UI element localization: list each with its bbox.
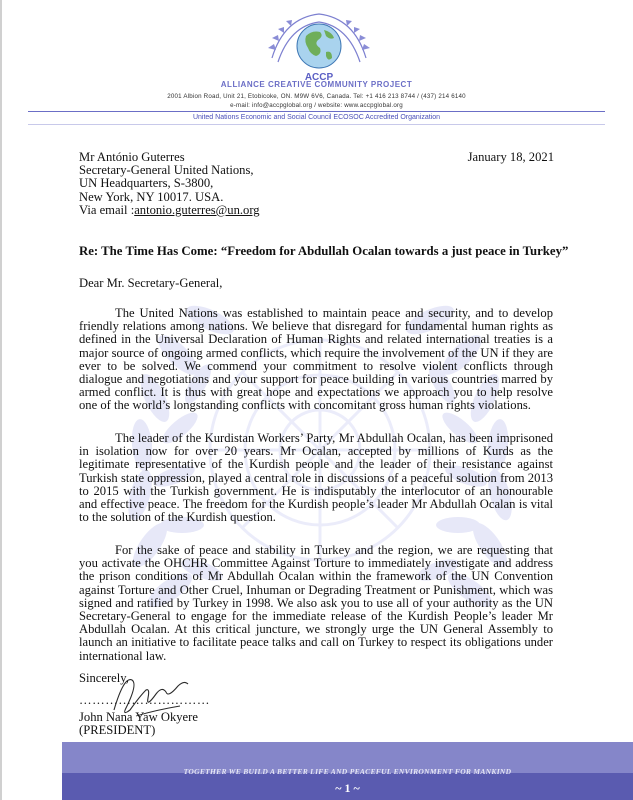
recipient-name: Mr António Guterres: [79, 150, 185, 164]
recipient-email-link[interactable]: antonio.guterres@un.org: [134, 202, 260, 217]
paragraph-text: The leader of the Kurdistan Workers’ Party, Mr Abdullah Ocalan, has been imprisoned in isolation now for over 20 years. Mr Ocalan, accepted by millions of Kurds as the legitimate representative of the Kurdish people and the leader of their resistance against Turkish state oppression, played a central role in discussions of a peaceful solution from 2013 to 2015 with the Turkish government. He is indisputably the interlocutor of an honourable and effective peace. The freedom for the Kurdish people’s leader Mr Abdullah Ocalan is vital to the solution of the Kurdish question.: [79, 431, 553, 525]
email-prefix: Via email :: [79, 202, 135, 217]
signer-title: (PRESIDENT): [79, 723, 156, 737]
recipient-title: Secretary-General United Nations,: [79, 163, 254, 178]
org-abbrev: ACCP: [304, 72, 334, 83]
accreditation-line: United Nations Economic and Social Council ECOSOC Accredited Organization: [192, 114, 441, 121]
accp-globe-logo-icon: [264, 8, 374, 84]
header-divider-secondary: [28, 124, 605, 125]
paragraph-text: The United Nations was established to maintain peace and security, and to develop friendly relations among nations. We believe that disregard for fundamental human rights as defined in the Universal Declaration of Human Rights and related international treaties is a major source of ongoing armed conflicts, which require the involvement of the UN if they are ever to be solved. We commend your commitment to resolve violent conflicts through dialogue and negotiations and your support for peace building in various countries marred by armed conflict. It is thus with great hope and expectations we approach you to help resolve one of the world’s longstanding conflicts with concomitant gross human rights violations.: [79, 306, 553, 413]
org-name: ALLIANCE CREATIVE COMMUNITY PROJECT: [220, 80, 413, 89]
letter-date: January 18, 2021: [467, 150, 554, 164]
signature-line: …………………………: [79, 693, 210, 707]
org-address: 2001 Albion Road, Unit 21, Etobicoke, ON. M9W 6V6, Canada. Tel: +1 416 213 8744 / (437) 214 6140: [167, 93, 466, 100]
recipient-block: [79, 151, 260, 217]
page-number: ~ 1 ~: [335, 781, 360, 795]
letter-salutation: Dear Mr. Secretary-General,: [79, 276, 223, 290]
recipient-address-line-2: New York, NY 10017. USA.: [79, 189, 224, 204]
recipient-address-line-1: UN Headquarters, S-3800,: [79, 176, 214, 191]
signer-name: John Nana Yaw Okyere: [79, 710, 198, 724]
body-paragraph-1: [79, 307, 553, 413]
letter-closing: Sincerely,: [79, 671, 129, 685]
body-paragraph-2: [79, 432, 553, 524]
header-divider: [28, 111, 605, 112]
paragraph-text: For the sake of peace and stability in Turkey and the region, we are requesting that you activate the OHCHR Committee Against Torture to immediately investigate and address the prison conditions of Mr Abdullah Ocalan within the framework of the UN Convention against Torture and Other Cruel, Inhuman or Degrading Treatment or Punishment, which was signed and ratified by Turkey in 1998. We also ask you to use all of your authority as the UN Secretary-General to engage for the immediate release of the Kurdish People’s leader Mr Abdullah Ocalan. At this critical juncture, we strongly urge the UN General Assembly to launch an initiative to facilitate peace talks and call on Turkey to respect its obligations under international law.: [79, 543, 553, 663]
footer-slogan: TOGETHER WE BUILD A BETTER LIFE AND PEACEFUL ENVIRONMENT FOR MANKIND: [183, 767, 512, 776]
org-contact: e-mail: info@accpglobal.org / website: www.accpglobal.org: [230, 102, 403, 109]
recipient-email-line: [79, 204, 260, 217]
body-paragraph-3: [79, 544, 553, 663]
letter-subject: Re: The Time Has Come: “Freedom for Abdullah Ocalan towards a just peace in Turkey”: [79, 244, 569, 258]
